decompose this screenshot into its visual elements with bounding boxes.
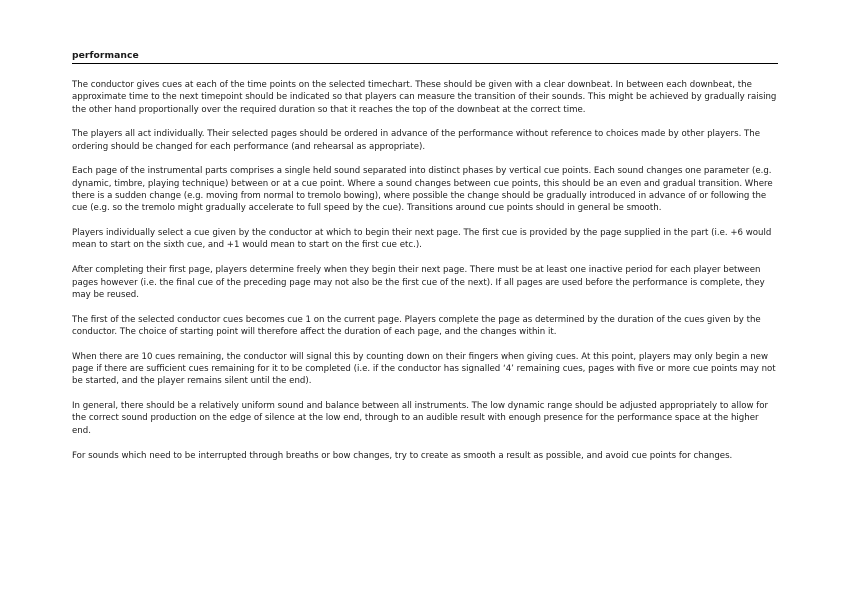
document-page — [72, 49, 778, 474]
paragraph-conductor-cues: The conductor gives cues at each of the time points on the selected timechart. These should be given with a clear downbeat. In between each downbeat, the approximate time to the next timepoint should be indicated so that players can measure the transition of their sounds. This might be achieved by gradually raising the other hand proportionally over the required duration so that it reaches the top of the downbeat at the correct time. — [72, 80, 777, 115]
paragraph-select-cue: Players individually select a cue given by the conductor at which to begin their next page. The first cue is provided by the page supplied in the part (i.e. +6 would mean to start on the sixth cue, and +1 would mean to start on the first cue etc.). — [72, 228, 772, 251]
paragraph-next-page: After completing their first page, players determine freely when they begin their next page. There must be at least one inactive period for each player between pages however (i.e. the final cue of the preceding page may not also be the first cue of the next). If all pages are used before the performance is complete, they may be reused. — [72, 265, 765, 300]
paragraph-cue-one: The first of the selected conductor cues becomes cue 1 on the current page. Players complete the page as determined by the duration of the cues given by the conductor. The choice of starting point will therefore affect the duration of each page, and the changes within it. — [72, 314, 761, 337]
paragraph-interruptions: For sounds which need to be interrupted through breaths or bow changes, try to create as smooth a result as possible, and avoid cue points for changes. — [72, 450, 733, 461]
section-body — [72, 79, 778, 462]
paragraph-countdown: When there are 10 cues remaining, the conductor will signal this by counting down on their fingers when giving cues. At this point, players may only begin a new page if there are sufficient cues remaining for it to be completed (i.e. if the conductor has signalled ‘4’ remaining cues, pages with five or more cue points may not be started, and the player remains silent until the end). — [72, 351, 776, 387]
section-heading: performance — [72, 49, 778, 64]
paragraph-players-individual: The players all act individually. Their selected pages should be ordered in advance of the performance without reference to choices made by other players. The ordering should be changed for each performance (and rehearsal as appropriate). — [72, 129, 761, 152]
paragraph-page-structure: Each page of the instrumental parts comprises a single held sound separated into distinct phases by vertical cue points. Each sound changes one parameter (e.g. dynamic, timbre, playing technique) between or at a cue point. Where a sound changes between cue points, this should be an even and gradual transition. Where there is a sudden change (e.g. moving from normal to tremolo bowing), where possible the change should be gradually introduced in advance of or following the cue (e.g. so the tremolo might gradually accelerate to full speed by the cue). Transitions around cue points should in general be smooth. — [72, 166, 773, 214]
paragraph-balance: In general, there should be a relatively uniform sound and balance between all instruments. The low dynamic range should be adjusted appropriately to allow for the correct sound production on the edge of silence at the low end, through to an audible result with enough presence for the performance space at the higher end. — [72, 401, 769, 436]
